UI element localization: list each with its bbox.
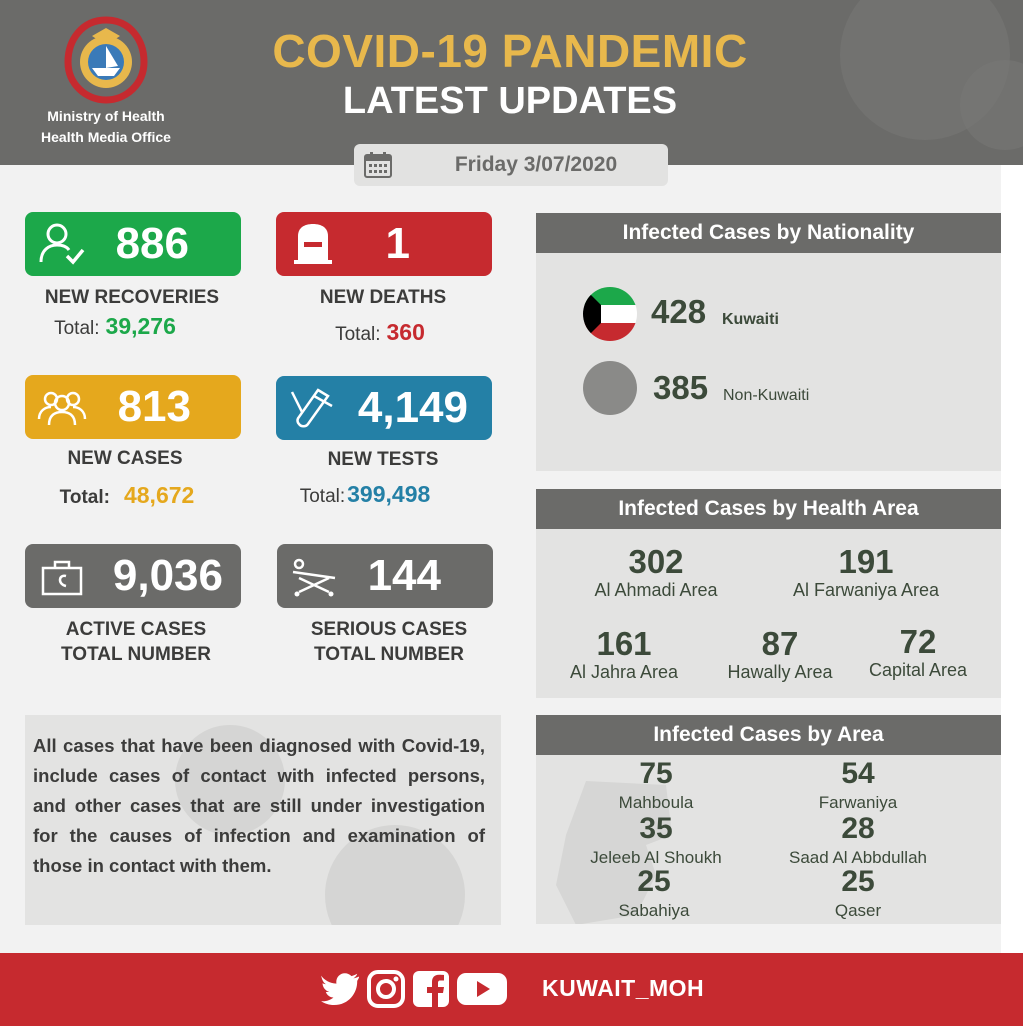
health-area-value: 87 — [761, 625, 799, 662]
area-value: 54 — [841, 757, 875, 790]
test-tube-icon — [288, 386, 338, 430]
footer-bar — [0, 953, 1023, 1026]
info-note — [25, 715, 501, 925]
active-cases-card — [25, 544, 241, 608]
area-panel — [536, 755, 1001, 924]
health-area-label: Capital Area — [868, 660, 968, 680]
health-area-panel-title: Infected Cases by Health Area — [536, 489, 1001, 529]
health-area-panel — [536, 529, 1001, 698]
area-value: 25 — [841, 865, 875, 898]
non-kuwaiti-circle-icon — [583, 361, 637, 415]
area-value: 28 — [841, 812, 875, 845]
area-label: Farwaniya — [818, 793, 898, 812]
new-cases-card — [25, 375, 241, 439]
recoveries-total-label: Total: — [54, 318, 100, 339]
new-cases-label: NEW CASES — [67, 448, 183, 469]
area-value: 25 — [637, 865, 671, 898]
cases-total-label: Total: — [59, 487, 110, 508]
deaths-total-label: Total: — [335, 324, 381, 345]
new-recoveries-label: NEW RECOVERIES — [44, 287, 220, 308]
new-deaths-label: NEW DEATHS — [319, 287, 447, 308]
serious-cases-label-line-2: TOTAL NUMBER — [314, 644, 464, 665]
health-area-value: 72 — [899, 623, 937, 660]
info-note-text: All cases that have been diagnosed with Covid-19, include cases of contact with infected persons, and other cases that are still under investigation for the causes of infection and examination of those in contact with them. — [33, 735, 485, 876]
org-line-2: Health Media Office — [41, 129, 171, 145]
tests-total-value: 399,498 — [347, 481, 431, 507]
cases-total-value: 48,672 — [123, 482, 195, 508]
deaths-total — [265, 319, 495, 346]
calendar-icon — [364, 152, 392, 178]
nationality-panel-title: Infected Cases by Nationality — [536, 213, 1001, 253]
page-subtitle: LATEST UPDATES — [342, 80, 678, 122]
recoveries-total-value: 39,276 — [105, 313, 176, 339]
health-area-label: Al Jahra Area — [569, 662, 679, 682]
org-line-1: Ministry of Health — [47, 108, 165, 124]
area-panel-title: Infected Cases by Area — [536, 715, 1001, 755]
stretcher-icon — [289, 554, 339, 598]
tests-total — [250, 481, 480, 508]
instagram-icon[interactable] — [366, 969, 406, 1009]
area-label: Jeleeb Al Shoukh — [590, 848, 722, 867]
area-label: Qaser — [834, 901, 882, 920]
kuwaiti-value: 428 — [651, 293, 707, 330]
new-deaths-card — [276, 212, 492, 276]
recoveries-total — [0, 313, 230, 340]
social-handle[interactable]: KUWAIT_MOH — [542, 975, 705, 1001]
new-tests-card — [276, 376, 492, 440]
ministry-name — [20, 106, 192, 148]
kuwaiti-label: Kuwaiti — [722, 311, 779, 328]
health-area-label: Al Farwaniya Area — [792, 580, 940, 600]
area-value: 75 — [639, 757, 673, 790]
area-label: Mahboula — [618, 793, 694, 812]
active-cases-value: 9,036 — [112, 551, 223, 600]
new-deaths-value: 1 — [385, 219, 410, 268]
area-label: Sabahiya — [618, 901, 690, 920]
serious-cases-card — [277, 544, 493, 608]
facebook-icon[interactable] — [411, 969, 451, 1009]
youtube-icon[interactable] — [456, 969, 508, 1009]
tombstone-icon — [288, 222, 338, 266]
cases-total — [12, 482, 242, 509]
new-tests-label: NEW TESTS — [327, 449, 439, 470]
health-area-label: Al Ahmadi Area — [594, 580, 718, 600]
date-bar — [354, 144, 668, 186]
health-area-label: Hawally Area — [727, 662, 833, 682]
new-recoveries-card — [25, 212, 241, 276]
nationality-panel — [536, 253, 1001, 471]
health-area-value: 302 — [628, 543, 684, 580]
ministry-logo — [62, 16, 150, 104]
tests-total-label: Total: — [299, 486, 346, 507]
report-date: Friday 3/07/2020 — [454, 153, 618, 176]
serious-cases-label-line-1: SERIOUS CASES — [310, 619, 468, 640]
new-tests-value: 4,149 — [357, 383, 468, 432]
health-area-value: 161 — [596, 625, 652, 662]
active-cases-label — [21, 617, 251, 667]
non-kuwaiti-value: 385 — [653, 369, 709, 406]
active-cases-label-line-1: ACTIVE CASES — [65, 619, 207, 640]
recovered-person-icon — [37, 222, 87, 266]
active-cases-label-line-2: TOTAL NUMBER — [61, 644, 211, 665]
area-value: 35 — [639, 812, 673, 845]
twitter-icon[interactable] — [320, 969, 360, 1009]
page-title: COVID-19 PANDEMIC — [272, 25, 748, 77]
area-label: Saad Al Abbdullah — [788, 848, 927, 867]
deaths-total-value: 360 — [386, 319, 425, 345]
serious-cases-label — [274, 617, 504, 667]
kuwait-flag-icon — [583, 287, 637, 341]
non-kuwaiti-label: Non-Kuwaiti — [723, 387, 810, 404]
new-cases-value: 813 — [117, 382, 191, 431]
header-banner — [0, 0, 1023, 165]
health-area-value: 191 — [838, 543, 894, 580]
new-recoveries-value: 886 — [115, 219, 189, 268]
group-people-icon — [37, 385, 87, 429]
medical-case-icon — [37, 554, 87, 598]
serious-cases-value: 144 — [367, 551, 441, 600]
